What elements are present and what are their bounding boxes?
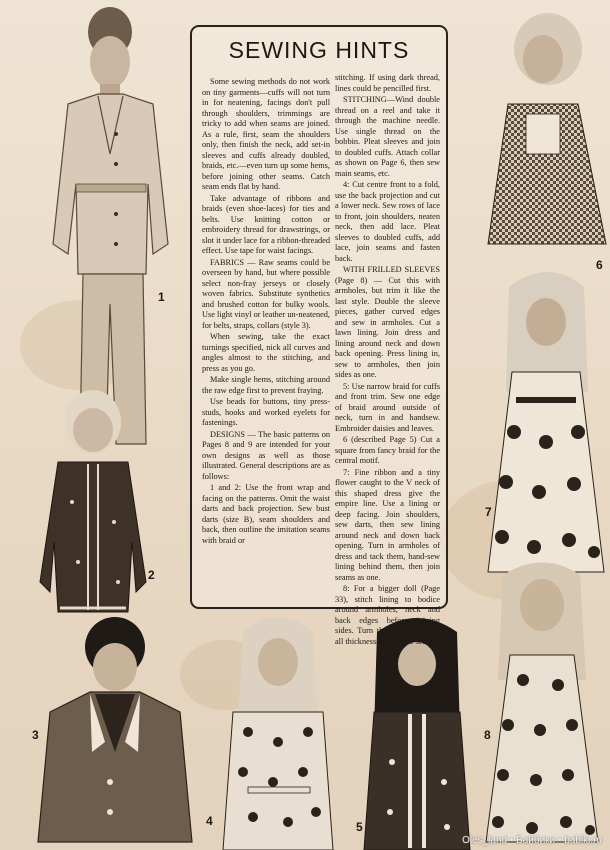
paragraph: WITH FRILLED SLEEVES (Page 8) — Cut this with armholes, but trim it like the last style. Double the sleeve pieces, gather curved edges and sew in armholes. Cut a lawn lining. Join dress and lining around neck and down back opening. Press lining in, sew to armholes, then join sides as one. (335, 265, 440, 379)
paragraph: Some sewing methods do not work on tiny garments—cuffs will not turn in for neatening, facings don't pull through shoulders, trimmings are tricky to add when seams are joined. As a rule, first, seam the shoulders only, then finish the neck, add set-in sleeves and cuffs already doubled, braids, etc.—even turn up some hems, before joining other seams. Catch seam ends flat by hand. (202, 77, 330, 191)
article-title: SEWING HINTS (228, 37, 410, 63)
paragraph: Take advantage of ribbons and braids (even shoe-laces) for ties and belts. Use knitting cotton or embroidery thread for drawstrings, or slot it under lace for a ribbon-threaded effect. Use tape for waist facings. (202, 193, 330, 255)
paragraph: STITCHING—Wind double thread on a reel and take it through the machine needle. Use single thread on the bobbin. Pleat sleeves and join to doubled cuffs. Attach collar as shown on Page 6, then sew main seams, etc. (335, 95, 440, 178)
doll-figure-3 (30, 612, 200, 850)
paragraph: 7: Fine ribbon and a tiny flower caught to the V neck of this shaped dress give the empire line. Use a lining or deep facing. Join shoulders, sew darts, then sew lining around neck and down back opening. Turn in armholes of dress and tack them, hand-sew lining behind them, then join seams as one. (335, 467, 440, 582)
doll-figure-6 (478, 4, 610, 264)
doll-figure-8 (468, 560, 610, 844)
paragraph: FABRICS — Raw seams could be overseen by hand, but where possible select non-fray jerseys or closely woven fabrics. Substitute synthetics and brushed cotton for bulky wools. Use light vinyl or leather un-neatened, for belts, straps, collars (style 3). (202, 257, 330, 330)
doll-figure-7 (484, 262, 608, 578)
doll-figure-4 (208, 612, 348, 850)
paragraph: 4: Cut centre front to a fold, use the back projection and cut a lower neck. Sew rows of lace to front, join shoulders, neaten neck, then add lace. Pleat sleeves to doubled cuffs, add lace, join seams and fasten back. (335, 180, 440, 263)
sewing-hints-box (190, 25, 448, 646)
paragraph: stitching. If using dark thread, lines could be pencilled first. (335, 73, 440, 93)
figure-number-7: 7 (485, 505, 492, 519)
paragraph: When sewing, take the exact turnings specified, nick all curves and angles almost to the stitching, and press as you go. (202, 332, 330, 373)
paragraph: 1 and 2: Use the front wrap and facing on the patterns. Omit the waist darts and back projection. Sew bust darts (size B), seam shoulders and back, then outline the imitation seams with braid or (202, 483, 330, 545)
figure-number-6: 6 (596, 258, 603, 272)
watermark: Oles_land • Байбики • babiki.ru (462, 835, 602, 846)
figure-number-4: 4 (206, 814, 213, 828)
paragraph: 6 (described Page 5) Cut a square from fancy braid for the central motif. (335, 435, 440, 465)
paragraph: DESIGNS — The basic patterns on Pages 8 and 9 are intended for your own designs as well as those illustrated. General descriptions are as follows: (202, 429, 330, 481)
figure-number-3: 3 (32, 728, 39, 742)
figure-number-5: 5 (356, 820, 363, 834)
paragraph: 5: Use narrow braid for cuffs and front trim. Sew one edge of braid around outside of neck, turn in and handsew. Embroider daisies and leaves. (335, 381, 440, 433)
figure-number-8: 8 (484, 728, 491, 742)
paragraph: Use beads for buttons, tiny press-studs, hooks and worked eyelets for fastenings. (202, 397, 330, 427)
text-column-left (202, 77, 330, 547)
figure-number-2: 2 (148, 568, 155, 582)
text-column-right (335, 73, 440, 648)
paragraph: Make single hems, stitching around the raw edge first to prevent fraying. (202, 375, 330, 395)
doll-figure-2 (28, 382, 168, 622)
paragraph: 8: For a bigger doll (Page 33), stitch lining to bodice around armholes, neck and back edges before joining sides. Turn through and stitch all thicknesses into side seams. (335, 584, 440, 646)
figure-number-1: 1 (158, 290, 165, 304)
